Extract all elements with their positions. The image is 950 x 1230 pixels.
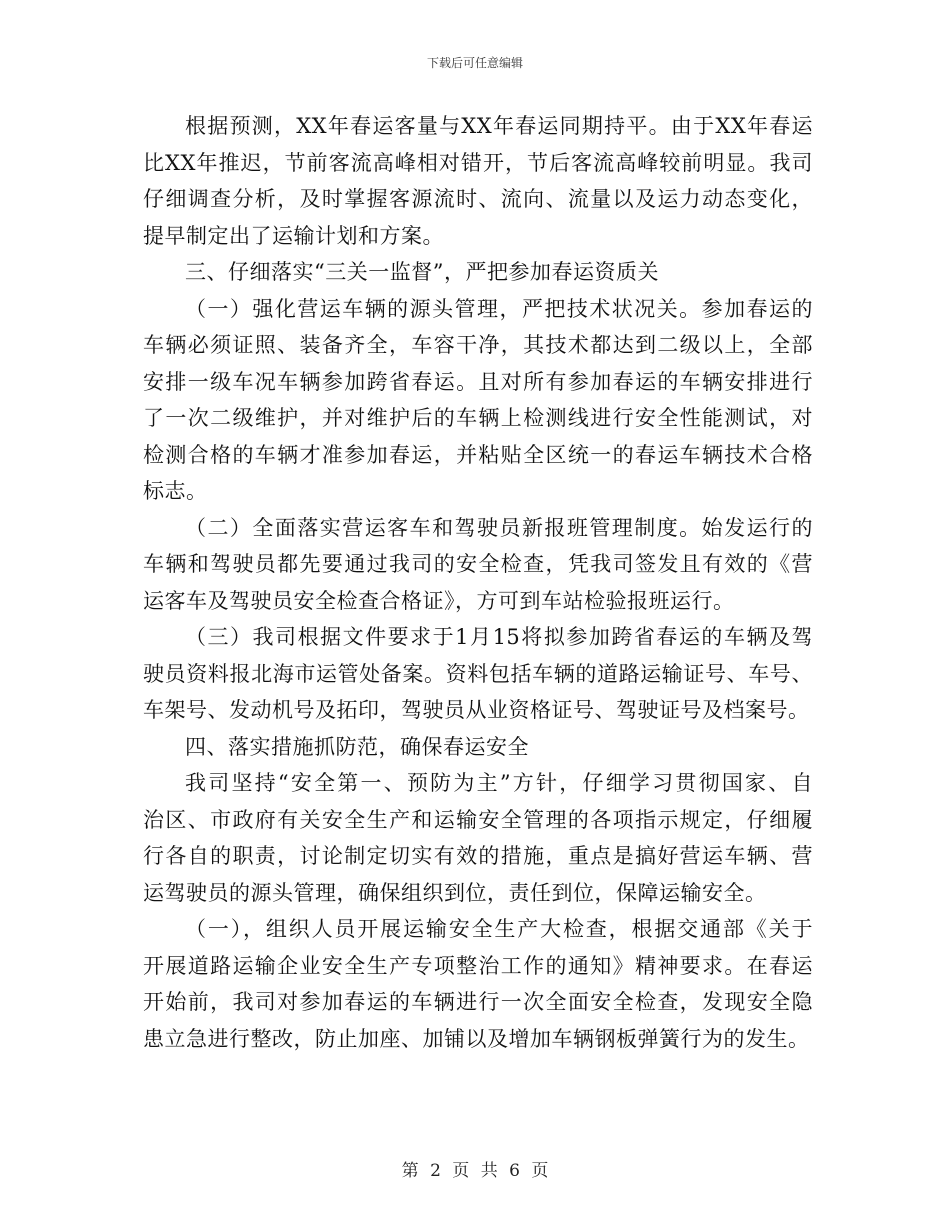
- section-heading: [143, 254, 813, 291]
- text-line: 了一次二级维护，并对维护后的车辆上检测线进行安全性能测试，对: [143, 406, 813, 430]
- text-line: 车辆必须证照、装备齐全，车容干净，其技术都达到二级以上，全部: [143, 333, 813, 357]
- page-header: 下载后可任意编辑: [426, 56, 523, 70]
- text-line: 提早制定出了运输计划和方案。: [143, 223, 444, 248]
- text-line: 仔细调查分析，及时掌握客源流时、流向、流量以及运力动态变化，: [143, 187, 813, 211]
- paragraph: [143, 291, 813, 510]
- document-body: [143, 108, 813, 1057]
- text-line: 开始前，我司对参加春运的车辆进行一次全面安全检查，发现安全隐: [143, 990, 813, 1014]
- text-line: 标志。: [143, 479, 208, 503]
- text-line: 三、仔细落实“三关一监督”，严把参加春运资质关: [185, 260, 659, 284]
- paragraph: [143, 911, 813, 1057]
- text-line: 检测合格的车辆才准参加春运，并粘贴全区统一的春运车辆技术合格: [143, 442, 813, 467]
- text-line: （一），组织人员开展运输安全生产大检查，根据交通部《关于: [185, 917, 813, 941]
- text-line: 车辆和驾驶员都先要通过我司的安全检查，凭我司签发且有效的《营: [143, 552, 813, 576]
- paragraph: [143, 765, 813, 911]
- paragraph: [143, 108, 813, 254]
- text-line: 车架号、发动机号及拓印，驾驶员从业资格证号、驾驶证号及档案号。: [143, 698, 810, 722]
- section-heading: [143, 729, 813, 766]
- text-line: 运客车及驾驶员安全检查合格证》，方可到车站检验报班运行。: [143, 588, 735, 613]
- text-line: （一）强化营运车辆的源头管理，严把技术状况关。参加春运的: [185, 296, 813, 321]
- text-line: 安排一级车况车辆参加跨省春运。且对所有参加春运的车辆安排进行: [143, 369, 813, 394]
- text-line: 我司坚持“安全第一、预防为主”方针，仔细学习贯彻国家、自: [185, 771, 813, 795]
- text-line: 比XX年推迟，节前客流高峰相对错开，节后客流高峰较前明显。我司: [143, 150, 813, 175]
- text-line: 驶员资料报北海市运管处备案。资料包括车辆的道路运输证号、车号、: [143, 661, 813, 686]
- text-line: 根据预测，XX年春运客量与XX年春运同期持平。由于XX年春运: [185, 114, 813, 138]
- text-line: 治区、市政府有关安全生产和运输安全管理的各项指示规定，仔细履: [143, 807, 813, 832]
- text-line: （二）全面落实营运客车和驾驶员新报班管理制度。始发运行的: [185, 515, 813, 540]
- paragraph: [143, 510, 813, 620]
- page-number: 第 2 页 共 6 页: [401, 1161, 549, 1181]
- text-line: 患立急进行整改，防止加座、加铺以及增加车辆钢板弹簧行为的发生。: [143, 1026, 810, 1051]
- text-line: 开展道路运输企业安全生产专项整治工作的通知》精神要求。在春运: [143, 953, 813, 978]
- text-line: （三）我司根据文件要求于1月15将拟参加跨省春运的车辆及驾: [185, 625, 813, 649]
- text-line: 运驾驶员的源头管理，确保组织到位，责任到位，保障运输安全。: [143, 880, 767, 905]
- paragraph: [143, 619, 813, 729]
- text-line: 行各自的职责，讨论制定切实有效的措施，重点是搞好营运车辆、营: [143, 844, 813, 868]
- text-line: 四、落实措施抓防范，确保春运安全: [185, 734, 529, 759]
